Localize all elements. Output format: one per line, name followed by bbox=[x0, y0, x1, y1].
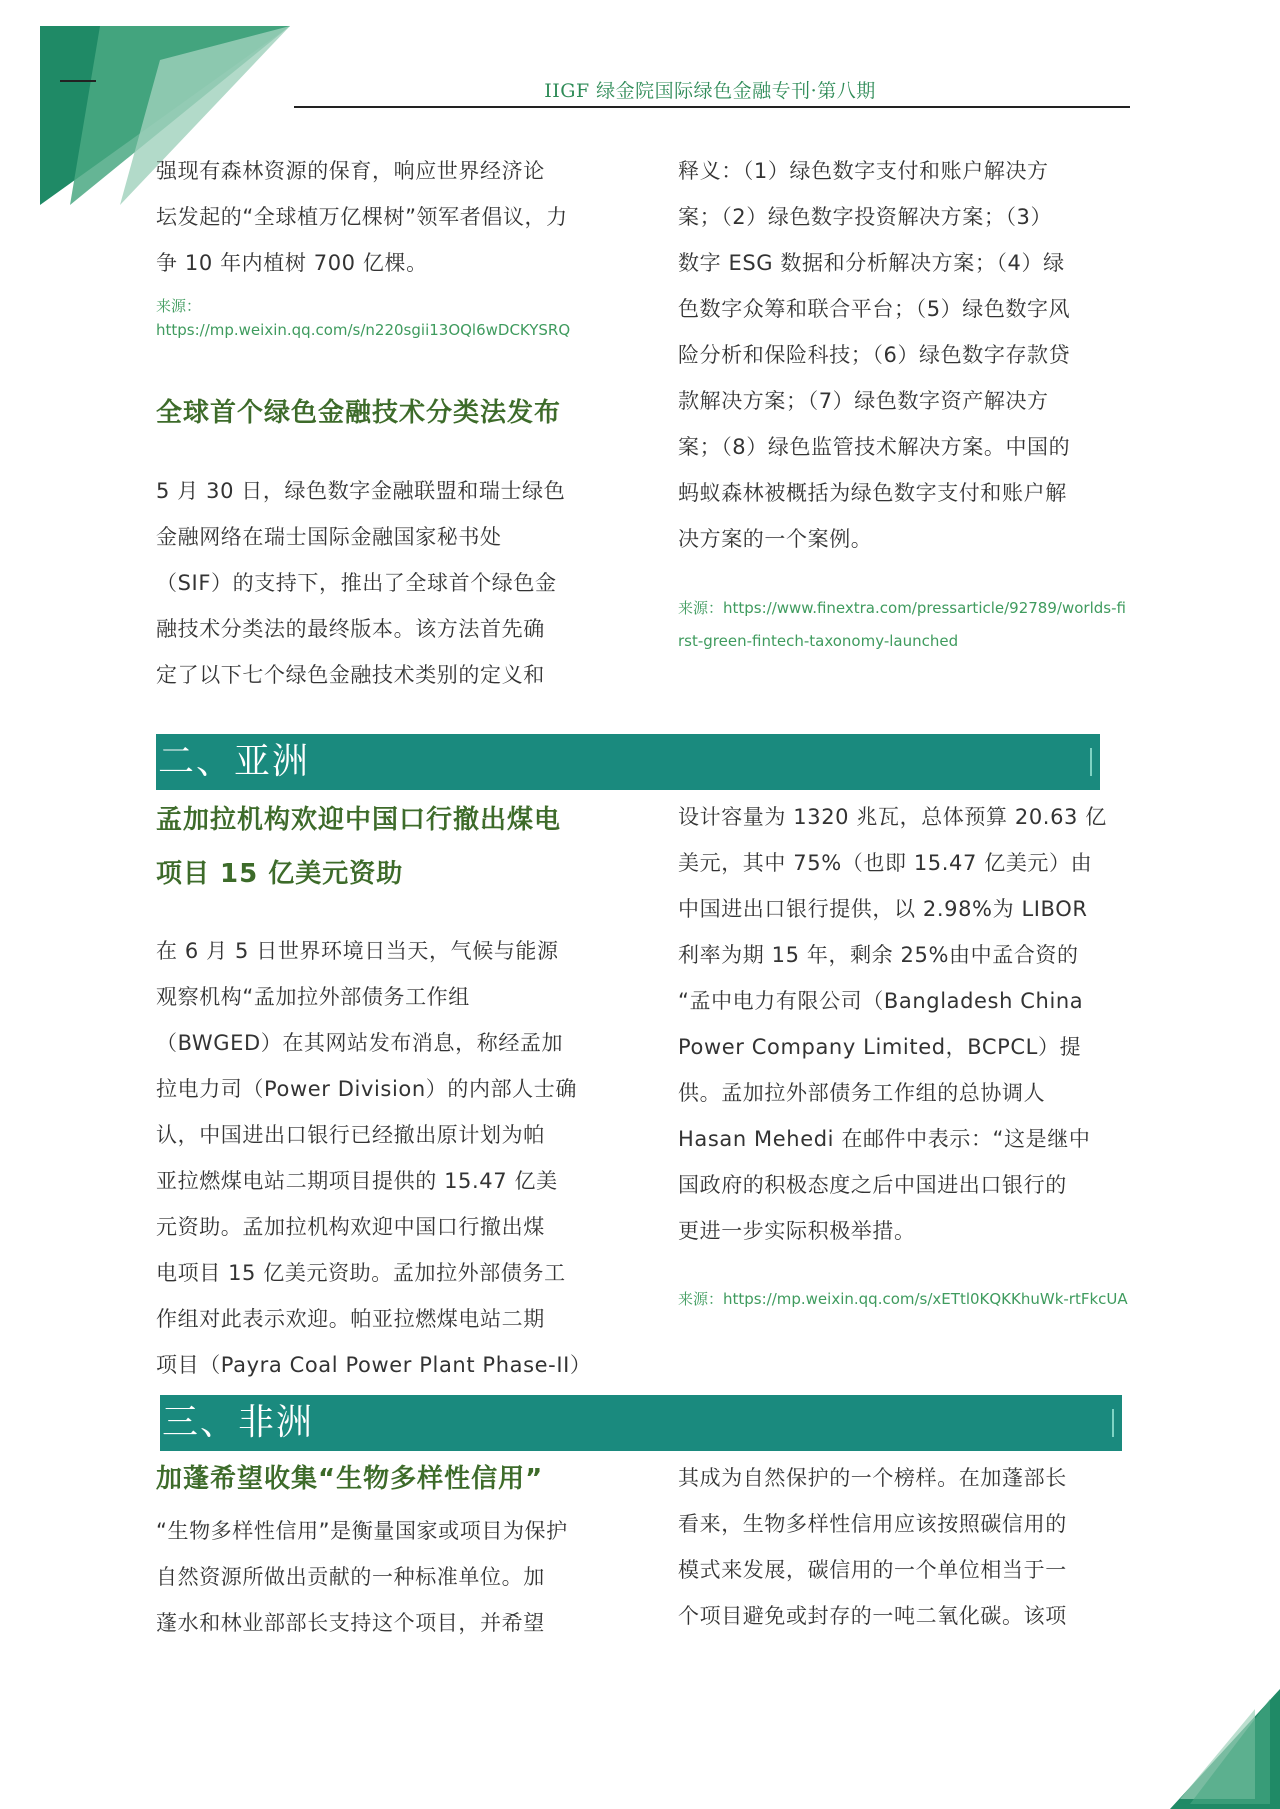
bangladesh-left-line-4: 拉电力司（Power Division）的内部人士确 bbox=[156, 1077, 577, 1101]
bangladesh-source bbox=[678, 1287, 1128, 1311]
bangladesh-right-line-3: 中国进出口银行提供，以 2.98%为 LIBOR bbox=[678, 897, 1088, 921]
bangladesh-right-line-9: 国政府的积极态度之后中国进出口银行的 bbox=[678, 1173, 1067, 1197]
bangladesh-left-line-2: 观察机构“孟加拉外部债务工作组 bbox=[156, 985, 470, 1009]
section-banner-africa bbox=[160, 1395, 1122, 1451]
fintech-right-body bbox=[678, 148, 1128, 562]
fintech-left-body bbox=[156, 468, 606, 698]
fintech-article-title: 全球首个绿色金融技术分类法发布 bbox=[156, 398, 562, 428]
header-rule bbox=[294, 106, 1130, 108]
gabon-right-line-1: 其成为自然保护的一个榜样。在加蓬部长 bbox=[678, 1466, 1067, 1490]
banner-edge-mark bbox=[1090, 748, 1092, 776]
gabon-left-line-3: 蓬水和林业部部长支持这个项目，并希望 bbox=[156, 1611, 545, 1635]
forest-source-link[interactable]: https://mp.weixin.qq.com/s/n220sgii13OQl6wDCKYSRQ bbox=[156, 321, 571, 339]
fintech-left-line-3: （SIF）的支持下，推出了全球首个绿色金 bbox=[156, 571, 557, 595]
forest-line-3: 争 10 年内植树 700 亿棵。 bbox=[156, 251, 428, 275]
fintech-right-line-1: 释义：（1）绿色数字支付和账户解决方 bbox=[678, 159, 1049, 183]
bangladesh-right-line-2: 美元，其中 75%（也即 15.47 亿美元）由 bbox=[678, 851, 1093, 875]
bangladesh-right-line-6: Power Company Limited，BCPCL）提 bbox=[678, 1035, 1082, 1059]
bangladesh-right-line-1: 设计容量为 1320 兆瓦，总体预算 20.63 亿 bbox=[678, 805, 1107, 829]
section-banner-asia bbox=[156, 734, 1100, 790]
bangladesh-right-line-5: “孟中电力有限公司（Bangladesh China bbox=[678, 989, 1084, 1013]
bangladesh-article-title bbox=[156, 793, 606, 901]
fintech-right-line-6: 款解决方案；（7）绿色数字资产解决方 bbox=[678, 389, 1049, 413]
banner-edge-mark bbox=[1112, 1409, 1114, 1437]
forest-source bbox=[156, 294, 606, 342]
fintech-right-line-2: 案；（2）绿色数字投资解决方案；（3） bbox=[678, 205, 1053, 229]
bangladesh-left-body bbox=[156, 928, 606, 1388]
fintech-left-line-2: 金融网络在瑞士国际金融国家秘书处 bbox=[156, 525, 502, 549]
bangladesh-right-body bbox=[678, 794, 1128, 1254]
fintech-source-link[interactable]: 来源：https://www.finextra.com/pressarticle/92789/worlds-first-green-fintech-taxonomy-launched bbox=[678, 599, 1126, 650]
fintech-left-line-4: 融技术分类法的最终版本。该方法首先确 bbox=[156, 617, 545, 641]
gabon-left-line-2: 自然资源所做出贡献的一种标准单位。加 bbox=[156, 1565, 545, 1589]
gabon-right-line-2: 看来，生物多样性信用应该按照碳信用的 bbox=[678, 1512, 1067, 1536]
gabon-right-line-3: 模式来发展，碳信用的一个单位相当于一 bbox=[678, 1558, 1067, 1582]
fintech-left-line-5: 定了以下七个绿色金融技术类别的定义和 bbox=[156, 663, 545, 687]
gabon-article-title: 加蓬希望收集“生物多样性信用” bbox=[156, 1464, 544, 1494]
fintech-right-line-3: 数字 ESG 数据和分析解决方案；（4）绿 bbox=[678, 251, 1065, 275]
bangladesh-right-line-8: Hasan Mehedi 在邮件中表示：“这是继中 bbox=[678, 1127, 1091, 1151]
bangladesh-left-line-7: 元资助。孟加拉机构欢迎中国口行撤出煤 bbox=[156, 1215, 545, 1239]
gabon-left-line-1: “生物多样性信用”是衡量国家或项目为保护 bbox=[156, 1519, 568, 1543]
fintech-source bbox=[678, 592, 1128, 658]
gabon-left-body bbox=[156, 1508, 606, 1646]
fintech-right-line-7: 案；（8）绿色监管技术解决方案。中国的 bbox=[678, 435, 1071, 459]
header-dash bbox=[60, 80, 96, 82]
forest-line-2: 坛发起的“全球植万亿棵树”领军者倡议，力 bbox=[156, 205, 568, 229]
bangladesh-right-line-10: 更进一步实际积极举措。 bbox=[678, 1219, 916, 1243]
bangladesh-right-line-7: 供。孟加拉外部债务工作组的总协调人 bbox=[678, 1081, 1046, 1105]
section-title-africa: 三、非洲 bbox=[162, 1402, 315, 1443]
fintech-right-line-8: 蚂蚁森林被概括为绿色数字支付和账户解 bbox=[678, 481, 1067, 505]
header-title: IIGF 绿金院国际绿色金融专刊·第八期 bbox=[544, 80, 876, 102]
bangladesh-right-line-4: 利率为期 15 年，剩余 25%由中孟合资的 bbox=[678, 943, 1079, 967]
bangladesh-title-line-2: 项目 15 亿美元资助 bbox=[156, 859, 404, 889]
fintech-right-line-5: 险分析和保险科技；（6）绿色数字存款贷 bbox=[678, 343, 1071, 367]
bangladesh-left-line-8: 电项目 15 亿美元资助。孟加拉外部债务工 bbox=[156, 1261, 566, 1285]
forest-article-body bbox=[156, 148, 606, 286]
bangladesh-left-line-6: 亚拉燃煤电站二期项目提供的 15.47 亿美 bbox=[156, 1169, 558, 1193]
section-title-asia: 二、亚洲 bbox=[158, 741, 311, 782]
bangladesh-left-line-9: 作组对此表示欢迎。帕亚拉燃煤电站二期 bbox=[156, 1307, 545, 1331]
bangladesh-left-line-1: 在 6 月 5 日世界环境日当天，气候与能源 bbox=[156, 939, 559, 963]
bangladesh-source-link[interactable]: 来源：https://mp.weixin.qq.com/s/xETtl0KQKKhuWk-rtFkcUA bbox=[678, 1290, 1128, 1308]
bangladesh-left-line-5: 认，中国进出口银行已经撤出原计划为帕 bbox=[156, 1123, 545, 1147]
bangladesh-left-line-3: （BWGED）在其网站发布消息，称经孟加 bbox=[156, 1031, 564, 1055]
fintech-right-line-9: 决方案的一个案例。 bbox=[678, 527, 873, 551]
forest-line-1: 强现有森林资源的保育，响应世界经济论 bbox=[156, 159, 545, 183]
gabon-right-body bbox=[678, 1455, 1128, 1639]
forest-source-label: 来源： bbox=[156, 297, 202, 315]
gabon-right-line-4: 个项目避免或封存的一吨二氧化碳。该项 bbox=[678, 1604, 1067, 1628]
bangladesh-title-line-1: 孟加拉机构欢迎中国口行撤出煤电 bbox=[156, 805, 562, 835]
footer-corner-decoration bbox=[1170, 1689, 1280, 1809]
bangladesh-left-line-10: 项目（Payra Coal Power Plant Phase-II） bbox=[156, 1353, 592, 1377]
fintech-right-line-4: 色数字众筹和联合平台；（5）绿色数字风 bbox=[678, 297, 1071, 321]
fintech-left-line-1: 5 月 30 日，绿色数字金融联盟和瑞士绿色 bbox=[156, 479, 566, 503]
